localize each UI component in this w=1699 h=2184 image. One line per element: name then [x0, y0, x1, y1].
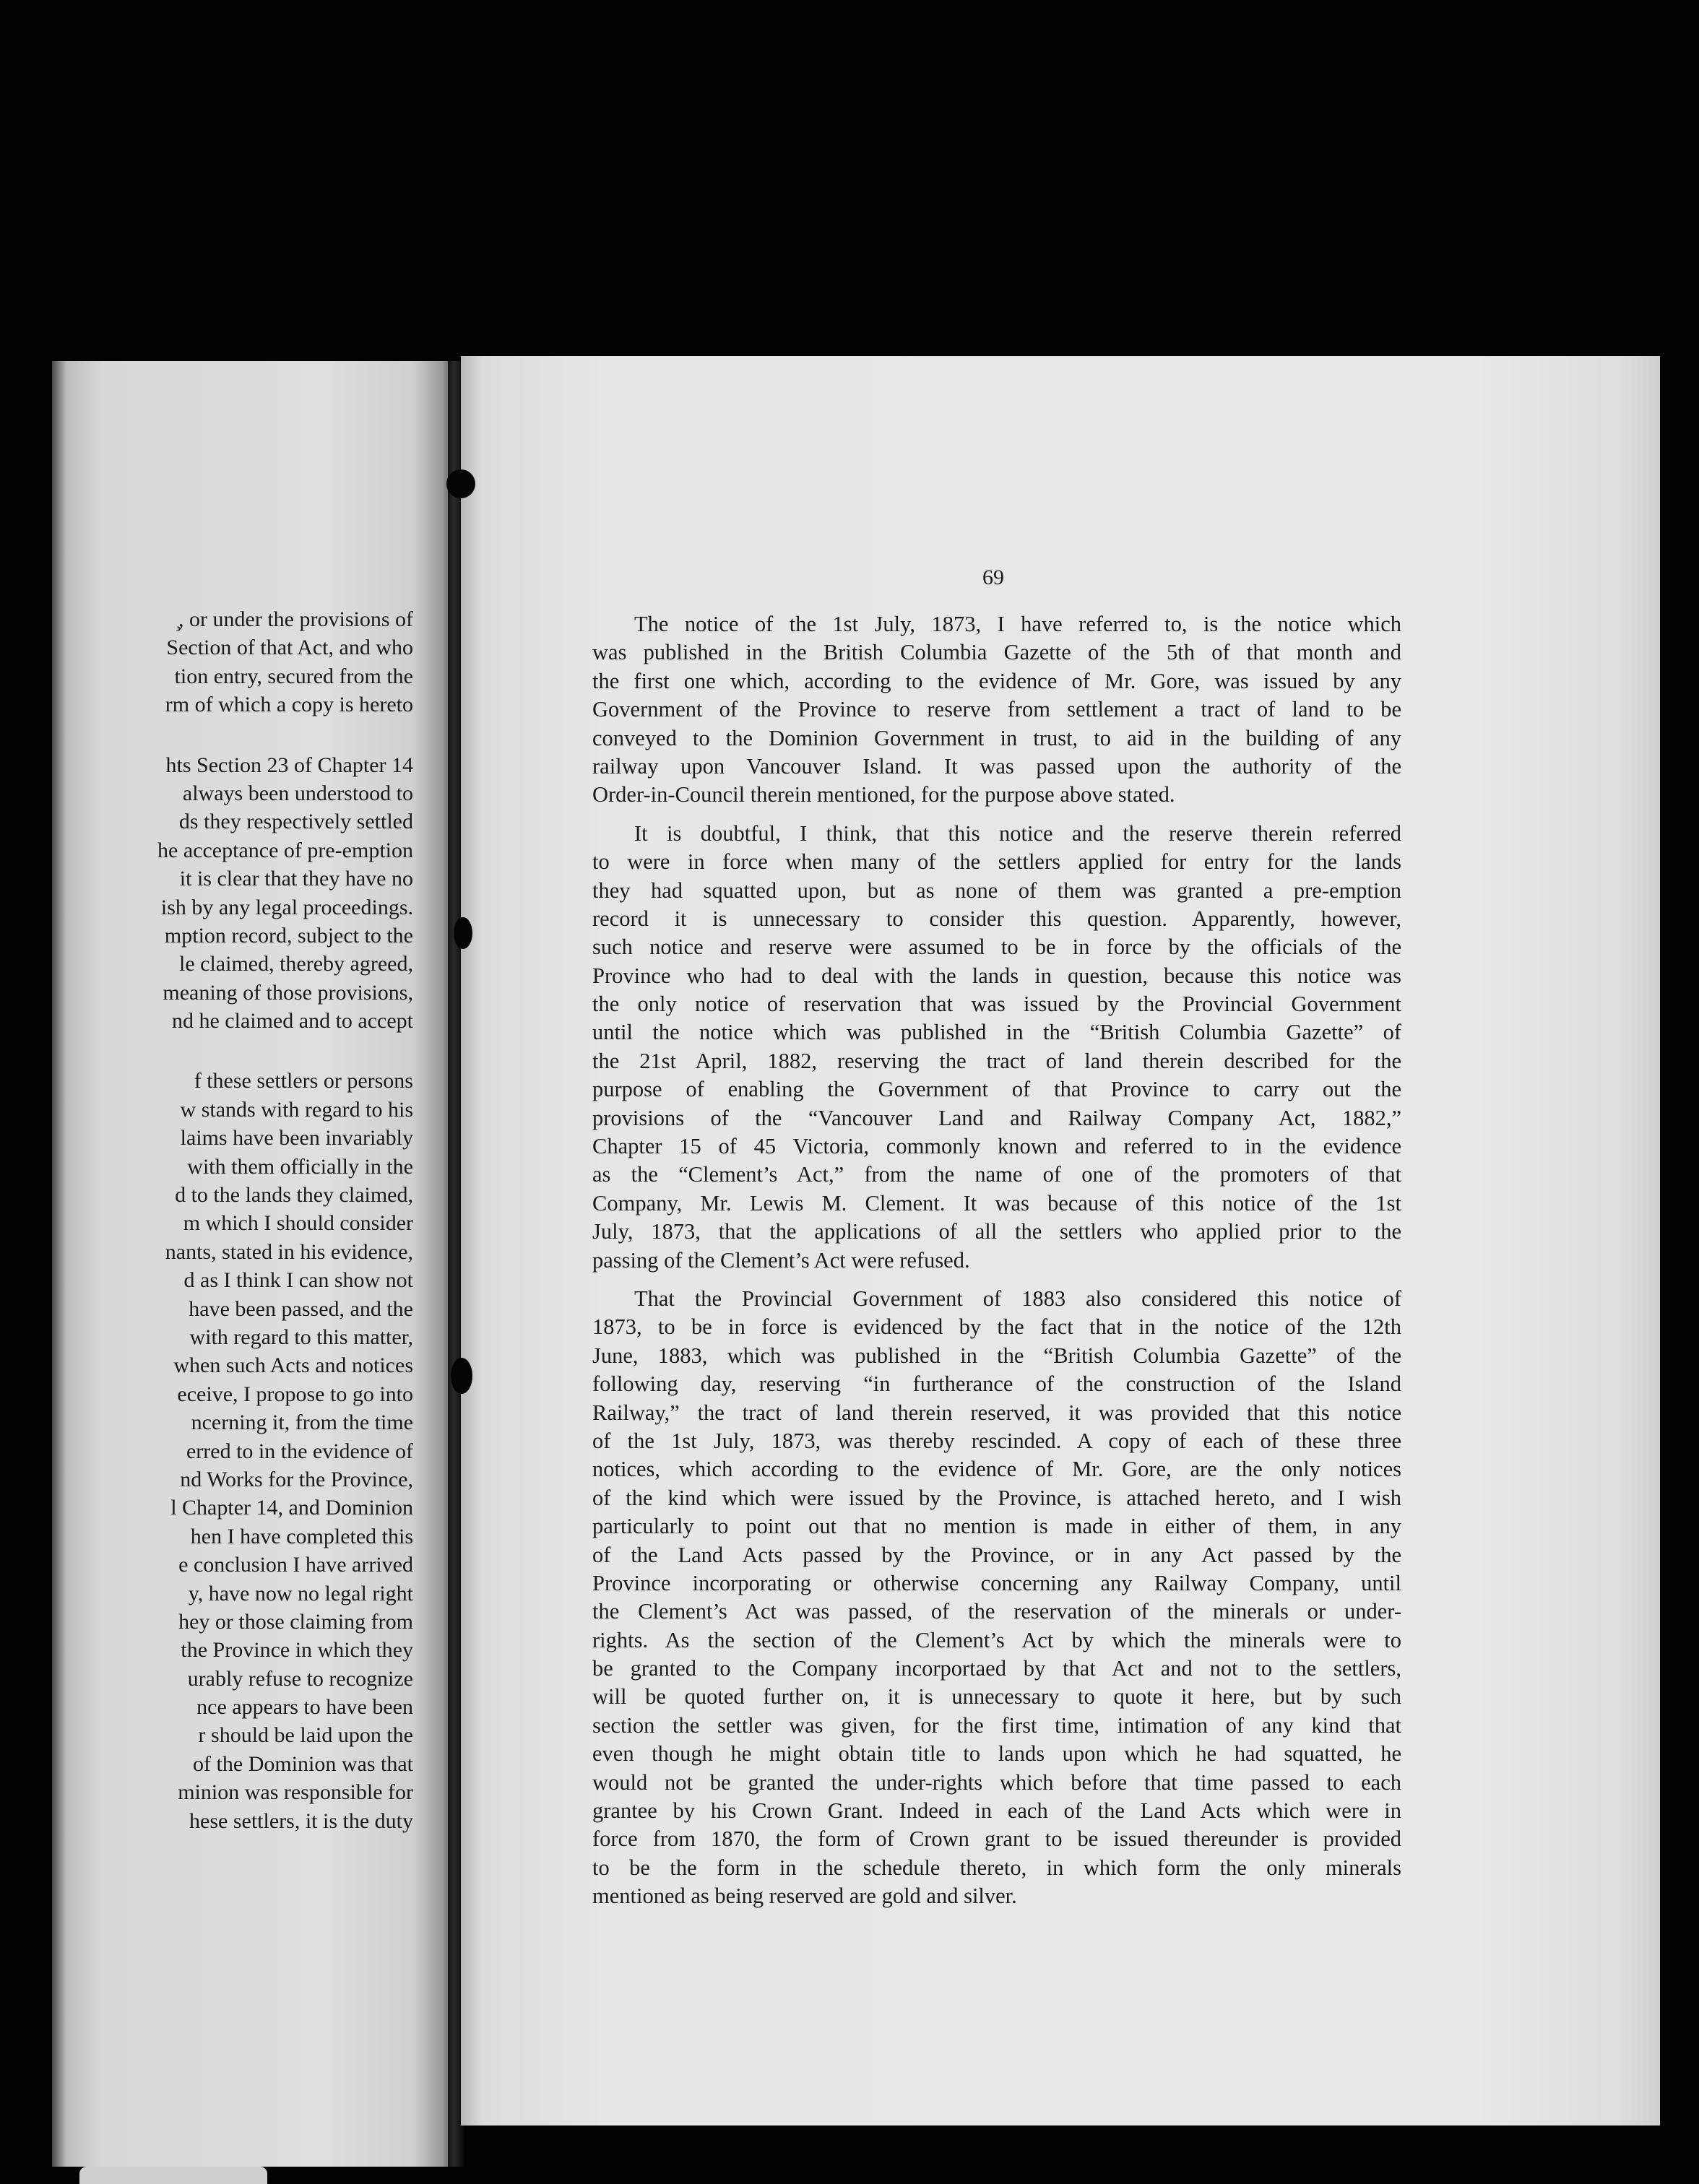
text-line: the first one which, according to the evidence of Mr. Gore, was issued by any [592, 668, 1401, 693]
right-page [461, 356, 1660, 2126]
left-page-line: hese settlers, it is the duty [189, 1808, 413, 1833]
left-page-line: it is clear that they have no [179, 867, 413, 891]
left-page-line: nce appears to have been [196, 1695, 413, 1720]
text-line: record it is unnecessary to consider this question. Apparently, however, [592, 906, 1401, 931]
text-line: Railway,” the tract of land therein reserved, it was provided that this notice [592, 1400, 1401, 1425]
text-line: purpose of enabling the Government of that Province to carry out the [592, 1077, 1401, 1102]
left-page-line: w stands with regard to his [180, 1097, 413, 1122]
text-line: the 21st April, 1882, reserving the tract of land therein described for the [592, 1048, 1401, 1073]
left-page-line: f these settlers or persons [194, 1069, 413, 1093]
text-line: provisions of the “Vancouver Land and Railway Company Act, 1882,” [592, 1105, 1401, 1130]
left-page-line: eceive, I propose to go into [177, 1382, 413, 1406]
text-line: It is doubtful, I think, that this notice and the reserve therein referred [634, 820, 1401, 846]
text-line: force from 1870, the form of Crown grant to be issued thereunder is provided [592, 1826, 1401, 1852]
text-line: they had squatted upon, but as none of them was granted a pre-emption [592, 878, 1401, 903]
text-line: such notice and reserve were assumed to be in force by the officials of the [592, 935, 1401, 960]
page-number: 69 [982, 566, 1004, 589]
text-line: would not be granted the under-rights which before that time passed to each [592, 1769, 1401, 1795]
left-page-line: urably refuse to recognize [187, 1666, 413, 1691]
left-page-line: d to the lands they claimed, [175, 1183, 413, 1208]
text-line: section the settler was given, for the first time, intimation of any kind that [592, 1712, 1401, 1738]
left-page-line: he acceptance of pre-emption [157, 838, 413, 862]
left-page-line: meaning of those provisions, [163, 980, 413, 1005]
left-page-line: with regard to this matter, [189, 1325, 413, 1349]
text-line: Province who had to deal with the lands in question, because this notice was [592, 963, 1401, 988]
binding-hole [454, 917, 472, 949]
scan-edge-tab [79, 2167, 267, 2184]
page-body [592, 610, 1401, 1921]
left-page-line: Section of that Act, and who [166, 636, 413, 660]
text-line: as the “Clement’s Act,” from the name of one of the promoters of that [592, 1162, 1401, 1187]
left-page-line: tion entry, secured from the [174, 664, 413, 688]
binding-hole [451, 1358, 472, 1394]
text-line: Order-in-Council therein mentioned, for the purpose above stated. [592, 782, 1175, 807]
left-page-line: e conclusion I have arrived [178, 1553, 413, 1577]
paragraph-gap [52, 719, 413, 751]
left-page-line: nd he claimed and to accept [171, 1009, 413, 1034]
left-page-line: the Province in which they [181, 1638, 413, 1663]
binding-hole [446, 469, 475, 498]
text-line: passing of the Clement’s Act were refused. [592, 1247, 970, 1273]
left-page-line: of the Dominion was that [193, 1751, 413, 1776]
text-line: 1873, to be in force is evidenced by the fact that in the notice of the 12th [592, 1314, 1401, 1340]
text-line: following day, reserving “in furtherance of the construction of the Island [592, 1372, 1401, 1397]
text-line: That the Provincial Government of 1883 also considered this notice of [634, 1286, 1401, 1311]
left-page-line: ̧, or under the provisions of [178, 607, 413, 631]
left-page-line: ncerning it, from the time [191, 1410, 413, 1435]
text-line: the Clement’s Act was passed, of the reservation of the minerals or under- [592, 1599, 1401, 1624]
text-line: until the notice which was published in the “British Columbia Gazette” of [592, 1020, 1401, 1045]
paragraph [592, 610, 1401, 810]
left-page [52, 361, 457, 2167]
text-line: notices, which according to the evidence of Mr. Gore, are the only notices [592, 1457, 1401, 1482]
left-page-line: ish by any legal proceedings. [160, 895, 413, 919]
text-line: particularly to point out that no mention is made in either of them, in any [592, 1514, 1401, 1539]
text-line: mentioned as being reserved are gold and silver. [592, 1884, 1017, 1909]
left-page-line: rm of which a copy is hereto [165, 693, 413, 717]
text-line: to were in force when many of the settlers applied for entry for the lands [592, 849, 1401, 875]
paragraph-gap [52, 1035, 413, 1067]
left-page-line: ds they respectively settled [178, 810, 413, 834]
text-line: Government of the Province to reserve from settlement a tract of land to be [592, 697, 1401, 722]
text-line: Province incorporating or otherwise concerning any Railway Company, until [592, 1570, 1401, 1595]
left-page-line: r should be laid upon the [198, 1723, 413, 1748]
text-line: June, 1883, which was published in the “British Columbia Gazette” of the [592, 1343, 1401, 1368]
left-page-line: nd Works for the Province, [180, 1467, 413, 1491]
left-page-line: d as I think I can show not [183, 1268, 413, 1293]
text-line: Chapter 15 of 45 Victoria, commonly known and referred to in the evidence [592, 1134, 1401, 1159]
text-line: of the kind which were issued by the Province, is attached hereto, and I wish [592, 1485, 1401, 1510]
left-page-line: m which I should consider [183, 1211, 413, 1236]
text-line: the only notice of reservation that was issued by the Provincial Government [592, 992, 1401, 1017]
left-page-line: when such Acts and notices [173, 1353, 413, 1378]
left-page-line: hts Section 23 of Chapter 14 [165, 753, 413, 777]
left-page-line: l Chapter 14, and Dominion [170, 1496, 413, 1520]
left-page-line: minion was responsible for [178, 1780, 413, 1805]
text-line: rights. As the section of the Clement’s Act by which the minerals were to [592, 1627, 1401, 1652]
left-page-line: le claimed, thereby agreed, [179, 952, 413, 976]
left-page-line: with them officially in the [187, 1154, 413, 1179]
left-page-line: hey or those claiming from [178, 1609, 413, 1634]
left-page-text [52, 605, 413, 1835]
text-line: conveyed to the Dominion Government in trust, to aid in the building of any [592, 725, 1401, 750]
left-page-line: hen I have completed this [190, 1524, 413, 1548]
left-page-line: laims have been invariably [180, 1126, 413, 1150]
left-page-line: y, have now no legal right [188, 1581, 413, 1606]
text-line: even though he might obtain title to lands upon which he had squatted, he [592, 1741, 1401, 1767]
left-page-line: have been passed, and the [189, 1296, 413, 1321]
left-page-line: nants, stated in his evidence, [165, 1239, 413, 1264]
paragraph [592, 1285, 1401, 1911]
paragraph [592, 820, 1401, 1275]
text-line: railway upon Vancouver Island. It was passed upon the authority of the [592, 753, 1401, 779]
text-line: to be the form in the schedule thereto, in which form the only minerals [592, 1855, 1401, 1880]
left-page-line: erred to in the evidence of [186, 1439, 413, 1463]
text-line: Company, Mr. Lewis M. Clement. It was because of this notice of the 1st [592, 1190, 1401, 1216]
text-line: of the Land Acts passed by the Province, or in any Act passed by the [592, 1542, 1401, 1567]
text-line: The notice of the 1st July, 1873, I have referred to, is the notice which [634, 612, 1401, 636]
text-line: be granted to the Company incorportaed by that Act and not to the settlers, [592, 1656, 1401, 1681]
text-line: July, 1873, that the applications of all the settlers who applied prior to the [592, 1219, 1401, 1244]
left-page-line: always been understood to [182, 781, 413, 805]
text-line: was published in the British Columbia Gazette of the 5th of that month and [592, 640, 1401, 665]
text-line: of the 1st July, 1873, was thereby rescinded. A copy of each of these three [592, 1428, 1401, 1453]
left-page-line: mption record, subject to the [164, 923, 413, 948]
text-line: grantee by his Crown Grant. Indeed in each of the Land Acts which were in [592, 1798, 1401, 1824]
text-line: will be quoted further on, it is unnecessary to quote it here, but by such [592, 1684, 1401, 1710]
